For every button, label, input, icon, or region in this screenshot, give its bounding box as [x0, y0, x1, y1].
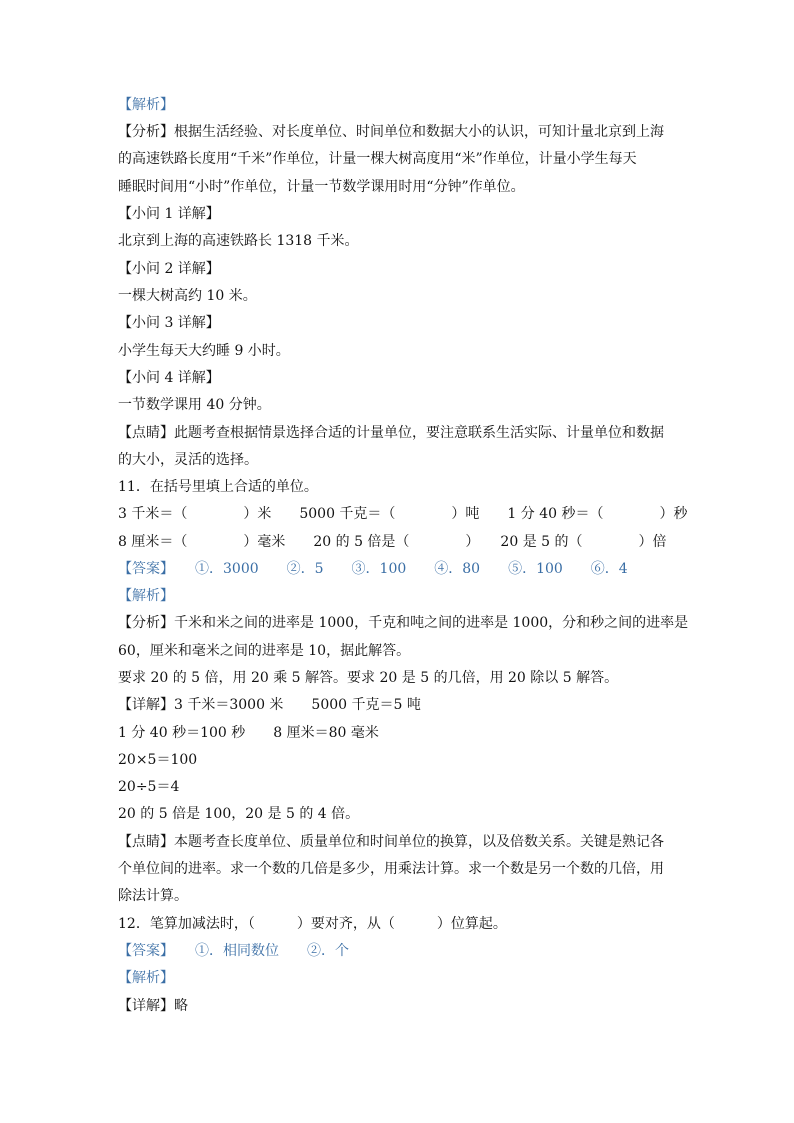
section-tag-analysis-2: 【解析】	[118, 588, 174, 604]
section-tag-analysis-3: 【解析】	[118, 970, 174, 986]
question-11-row-2: 8 厘米＝（ ）毫米 20 的 5 倍是（ ） 20 是 5 的（ ）倍	[118, 534, 667, 550]
analysis-11-line-2: 60，厘米和毫米之间的进率是 10，据此解答。	[118, 643, 411, 659]
subquestion-1-header: 【小问 1 详解】	[118, 206, 220, 222]
detail-12: 【详解】略	[118, 998, 188, 1014]
subquestion-2-header: 【小问 2 详解】	[118, 261, 220, 277]
question-12-answer: 【答案】 ①．相同数位 ②．个	[118, 943, 349, 959]
detail-11-line-3: 20×5＝100	[118, 752, 198, 768]
analysis-line-1: 【分析】根据生活经验、对长度单位、时间单位和数据大小的认识，可知计量北京到上海	[118, 124, 664, 140]
analysis-line-3: 睡眠时间用“小时”作单位，计量一节数学课用时用“分钟”作单位。	[118, 179, 525, 195]
comment-line-1: 【点睛】此题考查根据情景选择合适的计量单位，要注意联系生活实际、计量单位和数据	[118, 425, 664, 441]
question-11-row-1: 3 千米＝（ ）米 5000 千克＝（ ）吨 1 分 40 秒＝（ ）秒	[118, 506, 688, 522]
subquestion-4-header: 【小问 4 详解】	[118, 370, 220, 386]
detail-11-line-5: 20 的 5 倍是 100，20 是 5 的 4 倍。	[118, 806, 360, 822]
subquestion-4-answer: 一节数学课用 40 分钟。	[118, 397, 271, 413]
comment-11-line-2: 个单位间的进率。求一个数的几倍是多少，用乘法计算。求一个数是另一个数的几倍，用	[118, 861, 664, 877]
comment-line-2: 的大小，灵活的选择。	[118, 452, 258, 468]
comment-11-line-1: 【点睛】本题考查长度单位、质量单位和时间单位的换算，以及倍数关系。关键是熟记各	[118, 834, 664, 850]
question-12-title: 12．笔算加减法时，（ ）要对齐，从（ ）位算起。	[118, 916, 507, 932]
detail-11-line-4: 20÷5＝4	[118, 779, 180, 795]
subquestion-3-header: 【小问 3 详解】	[118, 315, 220, 331]
subquestion-1-answer: 北京到上海的高速铁路长 1318 千米。	[118, 233, 359, 249]
question-11-answer: 【答案】 ①．3000 ②．5 ③．100 ④．80 ⑤．100 ⑥．4	[118, 561, 628, 577]
analysis-11-line-3: 要求 20 的 5 倍，用 20 乘 5 解答。要求 20 是 5 的几倍，用 20 除以 5 解答。	[118, 670, 619, 686]
section-tag-analysis: 【解析】	[118, 97, 174, 113]
subquestion-2-answer: 一棵大树高约 10 米。	[118, 288, 257, 304]
analysis-line-2: 的高速铁路长度用“千米”作单位，计量一棵大树高度用“米”作单位，计量小学生每天	[118, 151, 637, 167]
analysis-11-line-1: 【分析】千米和米之间的进率是 1000，千克和吨之间的进率是 1000，分和秒之间的进率是	[118, 615, 689, 631]
question-11-title: 11．在括号里填上合适的单位。	[118, 479, 318, 495]
detail-11-line-2: 1 分 40 秒＝100 秒 8 厘米＝80 毫米	[118, 725, 379, 741]
comment-11-line-3: 除法计算。	[118, 888, 188, 904]
subquestion-3-answer: 小学生每天大约睡 9 小时。	[118, 343, 290, 359]
detail-11-line-1: 【详解】3 千米＝3000 米 5000 千克＝5 吨	[118, 697, 421, 713]
